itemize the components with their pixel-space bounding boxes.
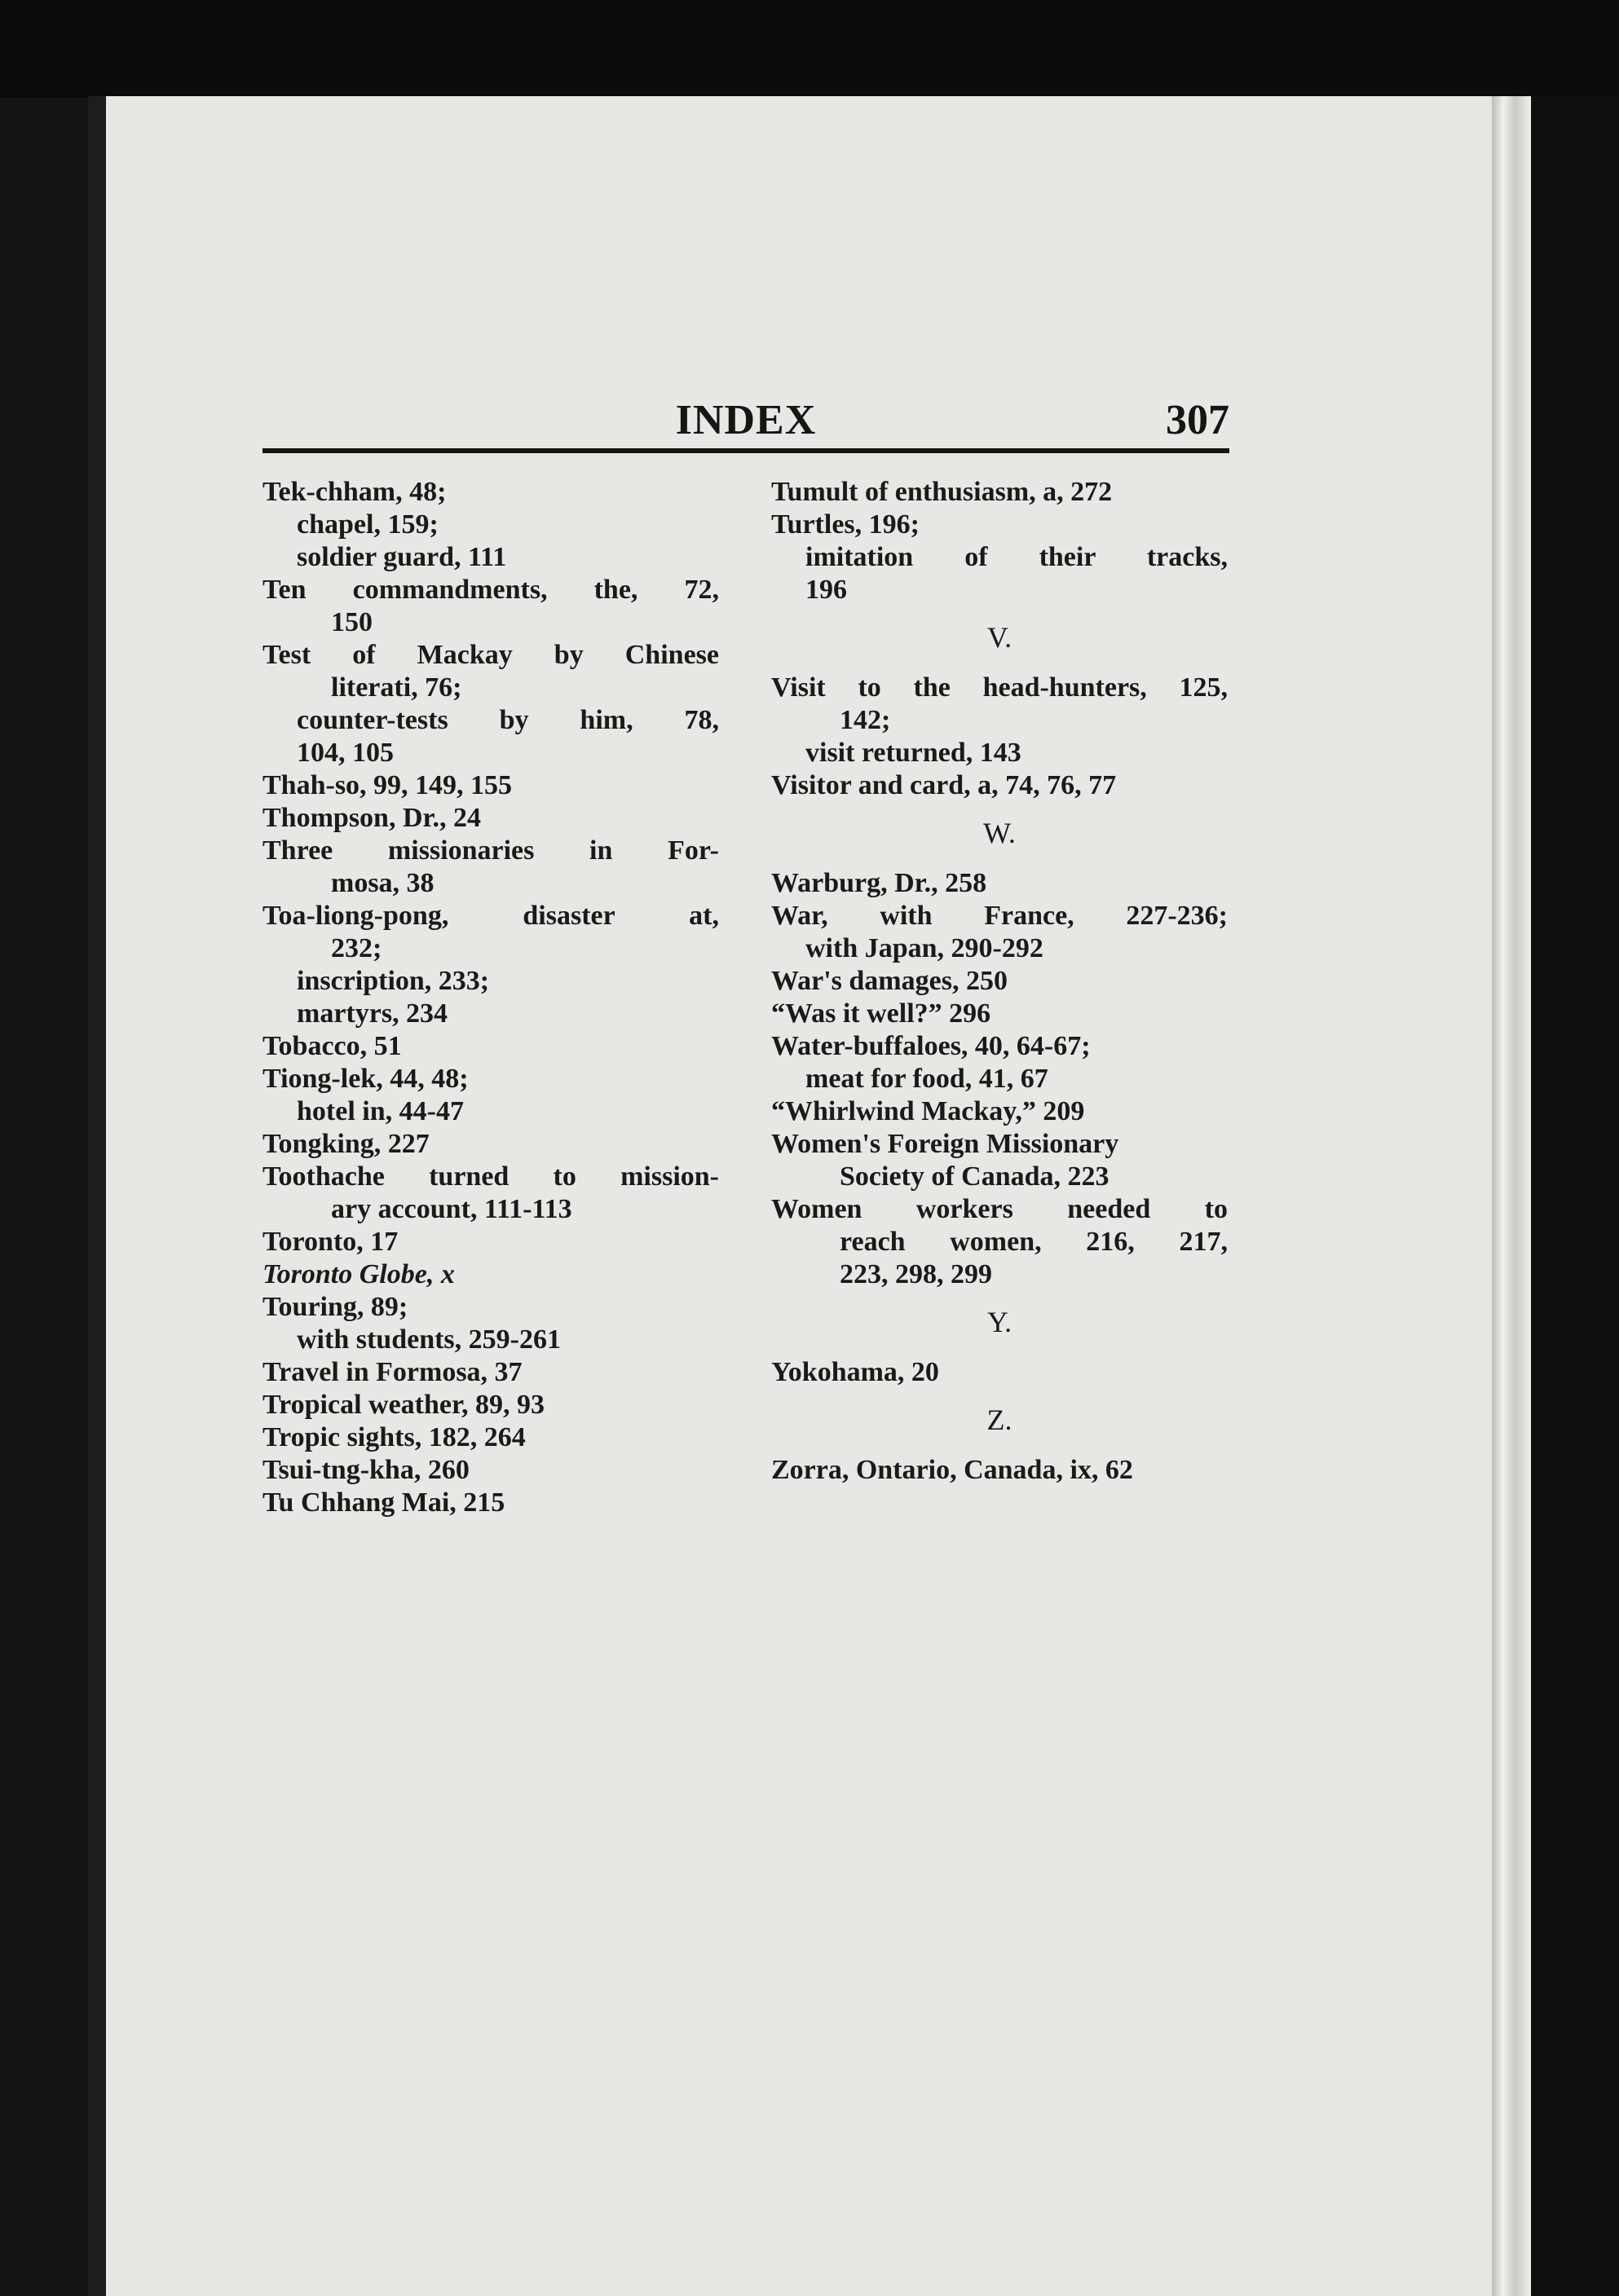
index-entry: Water-buffaloes, 40, 64-67; [771,1031,1091,1061]
index-entry: Tu Chhang Mai, 215 [262,1487,505,1518]
index-entry: Test of Mackay by Chinese [262,640,719,670]
index-entry: Thompson, Dr., 24 [262,803,481,833]
index-entry: Visit to the head-hunters, 125, [771,672,1228,703]
index-entry: Three missionaries in For- [262,835,719,866]
index-section-letter: Y. [986,1306,1012,1338]
index-entry: Society of Canada, 223 [840,1161,1109,1192]
page-fore-edge [1492,96,1531,2296]
index-entry: Travel in Formosa, 37 [262,1357,523,1387]
index-section-letter: V. [986,621,1012,654]
index-entry: inscription, 233; [297,966,490,996]
index-entry: Tsui-tng-kha, 260 [262,1455,470,1485]
index-entry: counter-tests by him, 78, [297,705,719,735]
index-column-left [262,476,719,1519]
index-entry: visit returned, 143 [805,738,1021,768]
index-entry: 196 [805,575,847,605]
index-entry: Toronto, 17 [262,1227,399,1257]
index-entry: meat for food, 41, 67 [805,1064,1048,1094]
index-entry: Zorra, Ontario, Canada, ix, 62 [771,1455,1133,1485]
page-binding-edge [88,96,106,2296]
index-entry: imitation of their tracks, [805,542,1228,572]
index-entry: Women's Foreign Missionary [771,1129,1119,1159]
index-entry: Warburg, Dr., 258 [771,868,987,898]
index-entry: Tek-chham, 48; [262,477,447,507]
index-entry: Ten commandments, the, 72, [262,575,719,605]
index-entry: “Was it well?” 296 [771,998,991,1029]
header-rule [262,448,1229,453]
index-section-letter: W. [983,817,1016,849]
index-entry: Tropical weather, 89, 93 [262,1390,545,1420]
index-entry: Tumult of enthusiasm, a, 272 [771,477,1113,507]
index-entry: Tropic sights, 182, 264 [262,1422,526,1452]
index-entry: War's damages, 250 [771,966,1008,996]
index-entry: hotel in, 44-47 [297,1096,464,1126]
index-entry: 150 [331,607,373,637]
index-entry: 223, 298, 299 [840,1259,992,1289]
index-entry: Thah-so, 99, 149, 155 [262,770,513,800]
index-entry: reach women, 216, 217, [840,1227,1228,1257]
index-entry: Visitor and card, a, 74, 76, 77 [771,770,1117,800]
index-entry: Toa-liong-pong, disaster at, [262,901,719,931]
index-entry: chapel, 159; [297,509,439,540]
index-entry: Yokohama, 20 [771,1357,939,1387]
index-entry: with students, 259-261 [297,1324,561,1355]
index-entry: soldier guard, 111 [297,542,507,572]
index-entry: Toothache turned to mission- [262,1161,719,1192]
index-entry: War, with France, 227-236; [771,901,1228,931]
page-number: 307 [1166,397,1229,443]
index-entry: mosa, 38 [331,868,435,898]
index-entry: ary account, 111-113 [331,1194,572,1224]
index-section-letter: Z. [986,1404,1012,1436]
index-entry: Women workers needed to [771,1194,1228,1224]
index-entry: literati, 76; [331,672,462,703]
index-entry: Tobacco, 51 [262,1031,402,1061]
index-entry: Tongking, 227 [262,1129,430,1159]
index-entry: martyrs, 234 [297,998,448,1029]
index-entry: Tiong-lek, 44, 48; [262,1064,469,1094]
scan-right-margin [1531,96,1619,2296]
index-entry: 142; [840,705,891,735]
index-entry: Toronto Globe, x [262,1259,455,1289]
index-entry: 232; [331,933,382,963]
index-entry: with Japan, 290-292 [805,933,1043,963]
index-entry: “Whirlwind Mackay,” 209 [771,1096,1085,1126]
scan-top-margin [0,0,1619,98]
index-column-right [771,476,1228,1487]
running-head [262,396,1229,448]
page-title: INDEX [675,397,817,443]
index-entry: Touring, 89; [262,1292,408,1322]
index-entry: 104, 105 [297,738,394,768]
index-entry: Turtles, 196; [771,509,920,540]
